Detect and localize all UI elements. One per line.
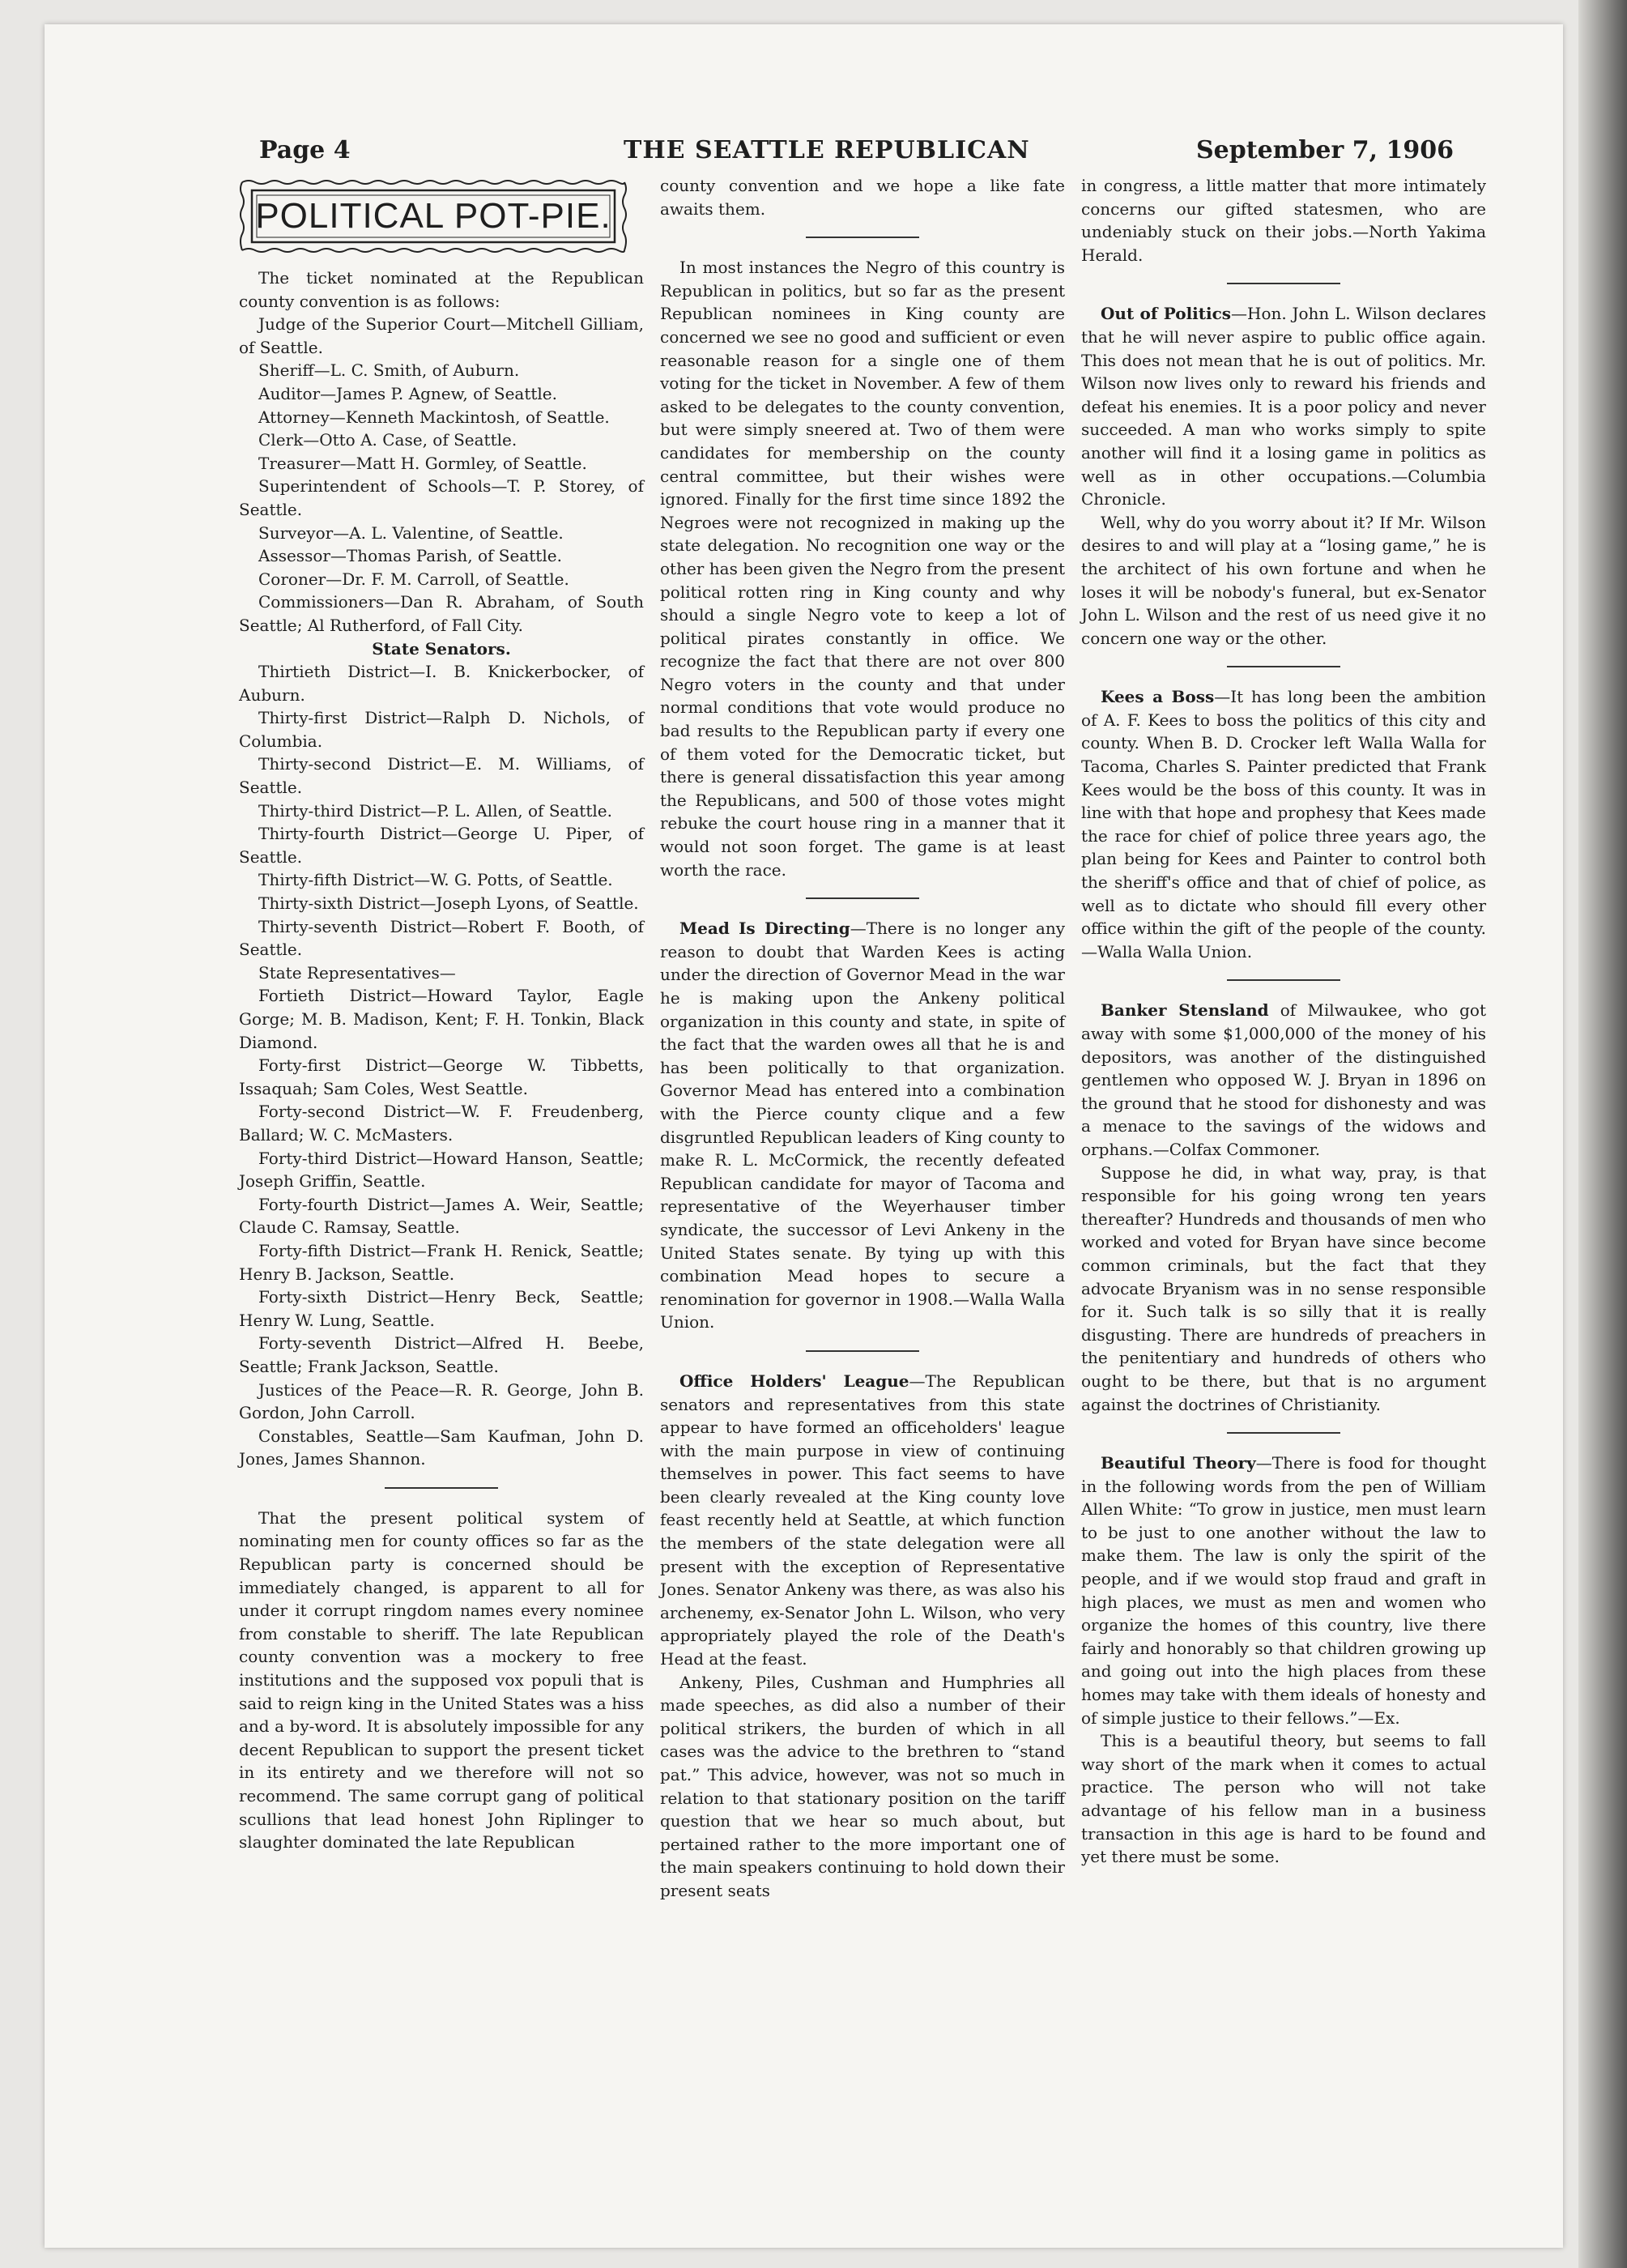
page-number: Page 4 [259,136,351,164]
paragraph-kees-a-boss [1081,685,1486,963]
paragraph-body: —There is no longer any reason to doubt that Warden Kees is acting under the direction of Governor Mead in the war he is making upon the Ankeny political organization in this county and state, in spite of the fact that the warden owes all that he is and has been politically to that organization. Governor Mead has entered into a combination with the Pierce county clique and a few disgruntled Republican leaders of King county to make R. L. McCormick, the recently defeated Republican candidate for mayor of Tacoma and representative of the Weyerhauser timber syndicate, the successor of Levi Ankeny in the United States senate. By tying up with this combination Mead hopes to secure a renomination for governor in 1908.—Walla Walla Union. [660,919,1065,1332]
paragraph: Thirty-fourth District—George U. Piper, of Seattle. [239,824,644,867]
paragraph: Treasurer—Matt H. Gormley, of Seattle. [258,453,587,473]
paragraph-banker-stensland [1081,999,1486,1161]
subheading-state-senators: State Senators. [372,638,511,659]
column-3 [1081,174,1486,1869]
divider [1227,666,1340,667]
paragraph: Forty-first District—George W. Tibbetts, Issaquah; Sam Coles, West Seattle. [239,1055,644,1098]
paragraph-body: of Milwaukee, who got away with some $1,000,000 of the money of his depositors, was another of the distinguished gentlemen who opposed W. J. Bryan in 1896 on the ground that he stood for dishonesty and was a menace to the savings of the widows and orphans.—Colfax Commoner. [1081,1000,1486,1159]
paragraph: Thirty-third District—P. L. Allen, of Seattle. [258,800,612,821]
paragraph: Surveyor—A. L. Valentine, of Seattle. [258,522,564,543]
paragraph: Auditor—James P. Agnew, of Seattle. [258,383,557,403]
paragraph: Forty-fifth District—Frank H. Renick, Seattle; Henry B. Jackson, Seattle. [239,1240,644,1284]
paragraph-body: —The Republican senators and representatives from this state appear to have formed an officeholders' league with the main purpose in view of continuing themselves in power. This fact seems to have been clearly revealed at the King county love feast recently held at Seattle, at which function the members of the state delegation were all present with the exception of Representative Jones. Senator Ankeny was there, as was also his archenemy, ex-Senator John L. Wilson, who very appropriately played the role of the Death's Head at the feast. [660,1371,1065,1669]
paragraph: That the present political system of nominating men for county offices so far as the Republican party is concerned should be immediately changed, is apparent to all for under it corrupt ringdom names every nominee from constable to sheriff. The late Republican county convention was a mockery to free institutions and the supposed vox populi that is said to reign king in the United States was a hiss and a by-word. It is absolutely impossible for any decent Republican to support the present ticket in its entirety and we therefore will not so recommend. The same corrupt gang of political scullions that lead honest John Riplinger to slaughter dominated the late Republican [239,1507,644,1852]
paragraph: Judge of the Superior Court—Mitchell Gilliam, of Seattle. [239,314,644,357]
paragraph-out-of-politics [1081,302,1486,510]
lead-in: Beautiful Theory [1101,1453,1256,1473]
issue-date: September 7, 1906 [1196,136,1454,164]
masthead [219,130,1478,178]
lead-in: Banker Stensland [1101,1000,1269,1021]
paragraph: Thirty-second District—E. M. Williams, of Seattle. [239,754,644,798]
paragraph: county convention and we hope a like fate awaits them. [660,176,1065,219]
paragraph: Thirty-first District—Ralph D. Nichols, of Columbia. [239,708,644,751]
divider [1227,283,1340,284]
paragraph-body: —Hon. John L. Wilson declares that he will never aspire to public office again. This does not mean that he is out of politics. Mr. Wilson now lives only to reward his friends and defeat his enemies. It is a poor policy and never succeeded. A man who works simply to spite another will find it a losing game in politics as well as in other occupations.—Columbia Chronicle. [1081,304,1486,509]
paragraph-body: —It has long been the ambition of A. F. Kees to boss the politics of this city and county. When B. D. Crocker left Walla Walla for Tacoma, Charles S. Painter predicted that Frank Kees would be the boss of this county. It was in line with that hope and prophesy that Kees made the race for chief of police three years ago, the plan being for Kees and Painter to control both the sheriff's office and that of chief of police, as well as to dictate who should fill every other office within the gift of the people of the county.—Walla Walla Union. [1081,687,1487,961]
lead-in: Mead Is Directing [679,919,850,939]
lead-in: Office Holders' League [679,1371,909,1391]
divider [385,1487,498,1489]
paragraph: In most instances the Negro of this country is Republican in politics, but so far as the present Republican nominees in King county are concerned we see no good and sufficient or even reasonable reason for a single one of them voting for the ticket in November. A few of them asked to be delegates to the county convention, but were simply sneered at. Two of them were candidates for membership on the county central committee, but their wishes were ignored. Finally for the first time since 1892 the Negroes were not recognized in making up the state delegation. No recognition one way or the other has been given the Negro from the present political rotten ring in King county and why should a single Negro vote to keep a lot of political pirates constantly in office. We recognize the fact that there are not over 800 Negro voters in the county and that under normal conditions that vote would produce no bad results to the Republican party if every one of them voted for the Democratic ticket, but there is general dissatisfaction this year among the Republicans, and 500 of those votes might rebuke the court house ring in a manner that it would not soon forget. The game is at least worth the race. [660,258,1065,880]
paragraph: Forty-sixth District—Henry Beck, Seattle; Henry W. Lung, Seattle. [239,1287,644,1330]
paragraph: State Representatives— [258,962,456,983]
paragraph: This is a beautiful theory, but seems to fall way short of the mark when it comes to actual practice. The person who will not take advantage of his fellow man in a business transaction in this age is hard to be found and yet there must be some. [1081,1731,1486,1867]
paragraph: Thirty-sixth District—Joseph Lyons, of Seattle. [258,893,639,914]
paragraph: Thirtieth District—I. B. Knickerbocker, of Auburn. [239,662,644,705]
lead-in: Kees a Boss [1101,687,1215,707]
paragraph: Assessor—Thomas Parish, of Seattle. [258,546,562,566]
paragraph: Sheriff—L. C. Smith, of Auburn. [258,360,520,381]
page-edge-shadow [1578,0,1627,2268]
paragraph: Attorney—Kenneth Mackintosh, of Seattle. [258,407,610,427]
paragraph-mead-is-directing [660,917,1065,1334]
paragraph: Thirty-seventh District—Robert F. Booth, of Seattle. [239,916,644,960]
paragraph: in congress, a little matter that more intimately concerns our gifted statesmen, who are undeniably stuck on their jobs.—North Yakima Herald. [1081,176,1486,265]
column-1 [239,174,644,1854]
section-heading: POLITICAL POT-PIE. [255,195,611,236]
paragraph: Fortieth District—Howard Taylor, Eagle Gorge; M. B. Madison, Kent; F. H. Tonkin, Black Diamond. [239,986,644,1052]
lead-in: Out of Politics [1101,304,1232,324]
paragraph-beautiful-theory [1081,1452,1486,1729]
paragraph: Forty-second District—W. F. Freudenberg, Ballard; W. C. McMasters. [239,1102,644,1145]
paragraph: Constables, Seattle—Sam Kaufman, John D. Jones, James Shannon. [239,1426,644,1469]
paragraph: Superintendent of Schools—T. P. Storey, of Seattle. [239,476,644,519]
paragraph: Forty-fourth District—James A. Weir, Seattle; Claude C. Ramsay, Seattle. [239,1194,644,1238]
paragraph-office-holders-league [660,1370,1065,1671]
section-heading-box [239,177,628,255]
paragraph: Ankeny, Piles, Cushman and Humphries all made speeches, as did also a number of their political strikers, the burden of which in all cases was the advice to the brethren to “stand pat.” This advice, however, was not so much in relation to that stationary position on the tariff question that we hear so much about, but pertained rather to the more important one of the main speakers continuing to hold down their present seats [660,1672,1065,1900]
paragraph: Clerk—Otto A. Case, of Seattle. [258,430,517,450]
divider [1227,979,1340,981]
divider [806,1350,919,1352]
paragraph: The ticket nominated at the Republican county convention is as follows: [239,268,644,311]
paragraph: Suppose he did, in what way, pray, is that responsible for his going wrong ten years thereafter? Hundreds and thousands of men who worked and voted for Bryan have since become common criminals, but the fact that they advocate Bryanism was in no sense responsible for it. Such talk is so silly that it is really disgusting. There are hundreds of preachers in the penitentiary and hundreds of others who ought to be there, but that is no argument against the doctrines of Christianity. [1081,1162,1486,1414]
divider [806,897,919,899]
divider [1227,1432,1340,1434]
paragraph-body: —There is food for thought in the following words from the pen of William Allen White: “To grow in justice, men must learn to be just to one another without the law to make them. The law is only the spirit of the people, and if we would stop fraud and graft in high places, we must as men and women who organize the homes of this country, live there fairly and honorably so that children growing up and going out into the high places from these homes may take with them ideals of honesty and of simple justice to their fellows.”—Ex. [1081,1453,1486,1728]
paragraph: Coroner—Dr. F. M. Carroll, of Seattle. [258,569,569,589]
paragraph: Commissioners—Dan R. Abraham, of South Seattle; Al Rutherford, of Fall City. [239,592,644,635]
paragraph: Well, why do you worry about it? If Mr. Wilson desires to and will play at a “losing game,” he is the architect of his own fortune and when he loses it will be nobody's funeral, but ex-Senator John L. Wilson and the rest of us need give it no concern one way or the other. [1081,512,1486,648]
paragraph: Thirty-fifth District—W. G. Potts, of Seattle. [258,870,613,890]
column-2 [660,174,1065,1903]
paragraph: Justices of the Peace—R. R. George, John B. Gordon, John Carroll. [239,1379,644,1423]
paragraph: Forty-seventh District—Alfred H. Beebe, Seattle; Frank Jackson, Seattle. [239,1333,644,1376]
paragraph: Forty-third District—Howard Hanson, Seattle; Joseph Griffin, Seattle. [239,1148,644,1192]
divider [806,237,919,238]
newspaper-title: THE SEATTLE REPUBLICAN [624,136,1030,164]
